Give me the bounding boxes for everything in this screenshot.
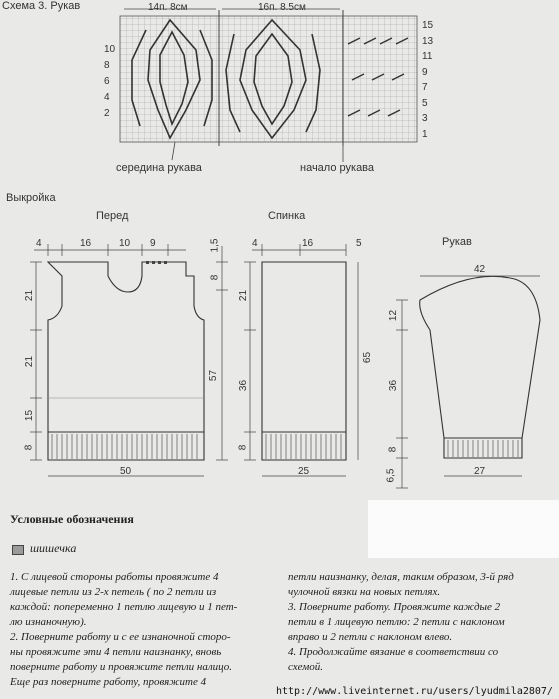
watermark: http://www.liveinternet.ru/users/lyudmila2807/	[276, 686, 553, 697]
row-numbers-right: 15 13 11 9 7 5 3 1	[422, 20, 434, 140]
front-dim-top-0: 4	[36, 238, 42, 249]
back-dim-left-2: 8	[237, 444, 249, 451]
label-sleeve-start: начало рукава	[300, 162, 375, 174]
back-dim-top-2: 5	[356, 238, 362, 249]
scheme-title: Схема 3. Рукав	[2, 0, 81, 12]
sleeve-dim-left-1: 36	[388, 379, 400, 392]
front-dim-left-1: 21	[24, 355, 36, 368]
front-dim-left-2: 15	[24, 409, 36, 422]
front-dim-bottom: 50	[120, 466, 132, 477]
row-numbers-left: 10 8 6 4 2	[104, 44, 116, 119]
instructions-left: 1. С лицевой стороны работы провяжите 4 лицевые петли из 2-х петель ( по 2 петли из каждой: попеременно 1 петлю лицевую и 1 пет- лю изнаночную). 2. Поверните работу и с ее изнаночной сторо- ны провяжите эти 4 петли наизнанку, вновь поверните работу и провяжите петли налицо. Еще раз поверните работу, провяжите 4	[10, 571, 238, 688]
sleeve-dim-bottom: 27	[474, 466, 486, 477]
instructions-right: петли наизнанку, делая, таким образом, 3-й ряд чулочной вязки на новых петлях. 3. Поверните работу. Провяжите каждые 2 петли в 1 лицевую петлю: 2 петли с наклоном вправо и 2 петли с наклоном влево. 4. Продолжайте вязание в соответствии со схемой.	[288, 571, 514, 673]
front-dim-top-2: 10	[119, 238, 131, 249]
span-right-label: 16п. 8.5см	[258, 2, 306, 13]
front-dim-left-0: 21	[24, 289, 36, 302]
blank-panel	[368, 500, 559, 558]
front-dim-right-2: 57	[208, 369, 220, 382]
sleeve-dim-top: 42	[474, 264, 486, 275]
back-dim-top-1: 16	[302, 238, 314, 249]
front-dim-right-1: 8	[209, 274, 221, 281]
back-outline	[262, 262, 346, 460]
back-dim-top-0: 4	[252, 238, 258, 249]
span-left-label: 14п. 8см	[148, 2, 188, 13]
back-dim-bottom: 25	[298, 466, 310, 477]
front-dim-top-1: 16	[80, 238, 92, 249]
front-dim-left-3: 8	[23, 444, 35, 451]
back-title: Спинка	[268, 210, 306, 222]
legend-title: Условные обозначения	[10, 512, 134, 526]
pattern-title: Выкройка	[6, 192, 56, 204]
back-dim-right-0: 65	[362, 351, 374, 364]
back-dim-left-0: 21	[238, 289, 250, 302]
label-sleeve-middle: середина рукава	[116, 162, 202, 174]
sleeve-dim-left-3: 6,5	[385, 468, 397, 483]
front-title: Перед	[96, 210, 129, 222]
sleeve-dim-left-0: 12	[388, 309, 400, 322]
legend-item-label: шишечка	[30, 541, 77, 555]
front-dim-right-0: 1,5	[209, 238, 221, 253]
sleeve-title: Рукав	[442, 236, 472, 248]
bobble-legend-icon	[12, 545, 24, 555]
sleeve-outline	[420, 276, 540, 458]
sleeve-dim-left-2: 8	[387, 446, 399, 453]
back-dim-left-1: 36	[238, 379, 250, 392]
front-dim-top-3: 9	[150, 238, 156, 249]
front-outline	[48, 262, 204, 460]
